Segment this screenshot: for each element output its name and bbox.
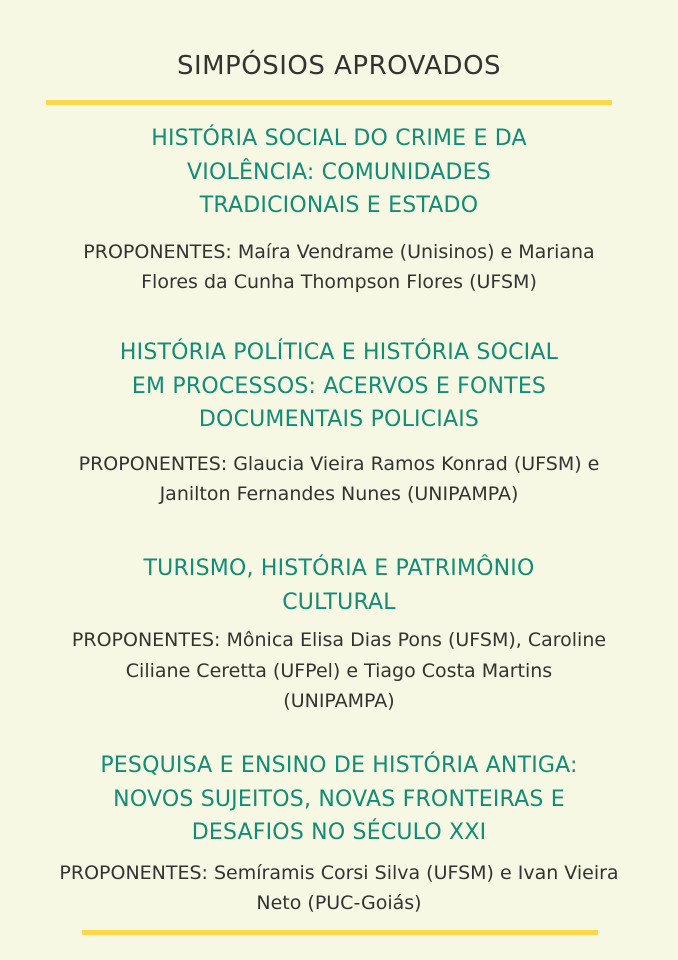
symposium-title: TURISMO, HISTÓRIA E PATRIMÔNIO CULTURAL — [143, 556, 535, 615]
symposium-proponents: PROPONENTES: Semíramis Corsi Silva (UFSM) e Ivan Vieira Neto (PUC-Goiás) — [59, 861, 619, 914]
symposium-title: HISTÓRIA SOCIAL DO CRIME E DA VIOLÊNCIA: COMUNIDADES TRADICIONAIS E ESTADO — [151, 126, 527, 218]
page-title: SIMPÓSIOS APROVADOS — [176, 51, 502, 81]
symposium-4 — [0, 749, 678, 919]
symposium-2 — [0, 336, 678, 510]
symposium-title: HISTÓRIA POLÍTICA E HISTÓRIA SOCIAL EM PROCESSOS: ACERVOS E FONTES DOCUMENTAIS POLICIAIS — [119, 340, 559, 432]
symposium-3 — [0, 552, 678, 717]
symposium-proponents: PROPONENTES: Maíra Vendrame (Unisinos) e Mariana Flores da Cunha Thompson Flores (UFSM) — [83, 240, 595, 293]
top-divider — [46, 100, 612, 105]
symposium-1 — [0, 122, 678, 298]
symposium-proponents: PROPONENTES: Glaucia Vieira Ramos Konrad (UFSM) e Janilton Fernandes Nunes (UNIPAMPA) — [78, 452, 600, 505]
bottom-divider — [82, 930, 598, 935]
symposium-title: PESQUISA E ENSINO DE HISTÓRIA ANTIGA: NOVOS SUJEITOS, NOVAS FRONTEIRAS E DESAFIOS NO SÉCULO XXI — [100, 753, 578, 845]
symposium-proponents: PROPONENTES: Mônica Elisa Dias Pons (UFSM), Caroline Ciliane Ceretta (UFPel) e Tiago Costa Martins (UNIPAMPA) — [71, 629, 607, 712]
